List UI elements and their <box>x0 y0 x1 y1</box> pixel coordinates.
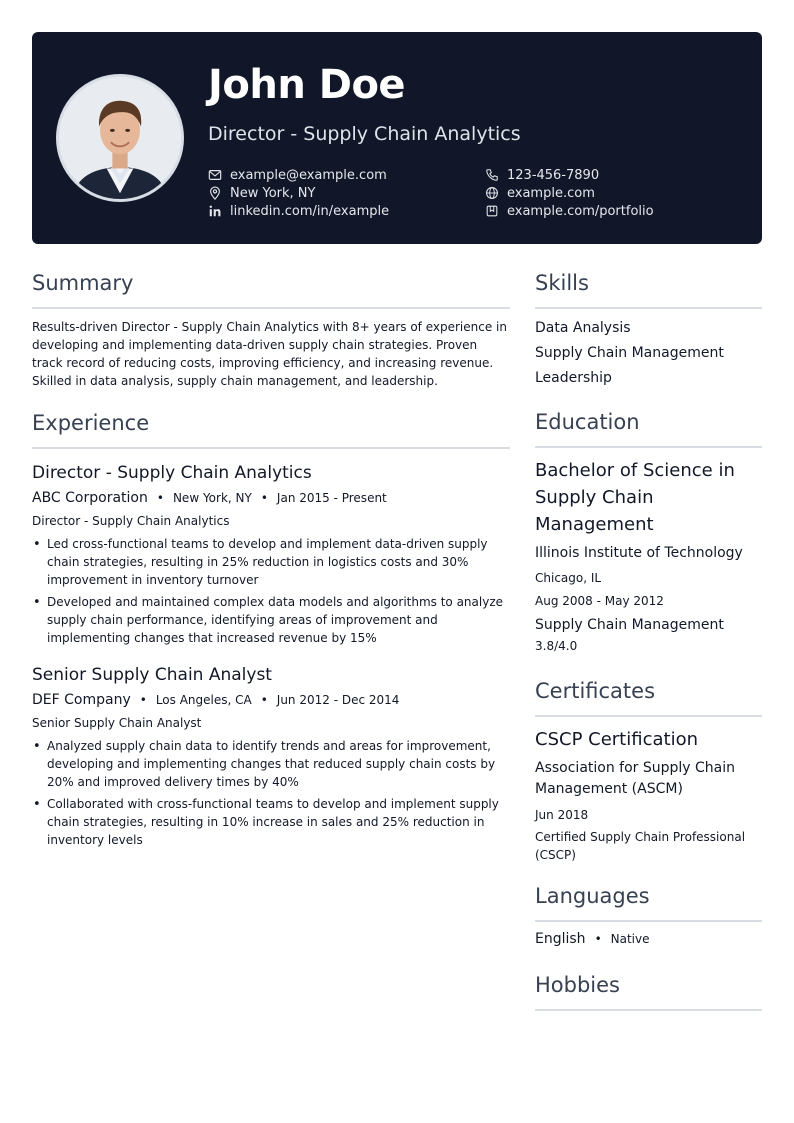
job-dates: Jan 2015 - Present <box>276 491 387 505</box>
separator-dot: • <box>156 491 164 505</box>
separator-dot: • <box>260 491 268 505</box>
languages-section <box>535 881 762 947</box>
languages-title: Languages <box>535 884 650 908</box>
contact-website-text: example.com <box>507 185 595 201</box>
contact-portfolio[interactable] <box>485 202 654 220</box>
section-divider <box>535 920 762 922</box>
section-divider <box>32 307 510 309</box>
contact-phone-text: 123-456-7890 <box>507 167 600 183</box>
map-pin-icon <box>208 186 222 200</box>
section-divider <box>535 446 762 448</box>
skill-item: Supply Chain Management <box>535 345 724 361</box>
education-degree: Bachelor of Science in Supply Chain Management <box>535 460 735 535</box>
summary-section <box>32 268 510 390</box>
contact-list <box>208 166 728 226</box>
education-entry <box>535 457 762 655</box>
profile-photo-image <box>59 77 181 199</box>
separator-dot: • <box>139 693 147 707</box>
skills-title: Skills <box>535 271 589 295</box>
contact-website[interactable] <box>485 184 595 202</box>
hobbies-title: Hobbies <box>535 973 620 997</box>
job-bullet: • Led cross-functional teams to develop and implement data-driven supply chain strategies, resulting in 25% reduction in logistics costs and 30% improvement in inventory turnover <box>32 535 510 589</box>
contact-location <box>208 184 315 202</box>
job-location: Los Angeles, CA <box>155 693 252 707</box>
education-gpa: 3.8/4.0 <box>535 639 578 653</box>
contact-portfolio-text: example.com/portfolio <box>507 203 654 219</box>
certificate-description: Certified Supply Chain Professional (CSCP) <box>535 830 746 862</box>
job-meta <box>32 488 510 508</box>
job-bullet: • Analyzed supply chain data to identify trends and areas for improvement, developing and implementing changes that reduced supply chain costs by 20% and improved delivery times by 40% <box>32 737 510 791</box>
contact-linkedin[interactable] <box>208 202 389 220</box>
job-bullets <box>32 535 510 647</box>
experience-entry <box>32 461 510 647</box>
skill-item: Leadership <box>535 370 612 386</box>
section-divider <box>535 1009 762 1011</box>
globe-icon <box>485 186 499 200</box>
education-location: Chicago, IL <box>535 571 602 585</box>
job-dates: Jun 2012 - Dec 2014 <box>276 693 400 707</box>
job-company: ABC Corporation <box>32 490 148 506</box>
language-level: Native <box>610 932 650 946</box>
contact-linkedin-text: linkedin.com/in/example <box>230 203 390 219</box>
job-meta <box>32 690 510 710</box>
contact-location-text: New York, NY <box>230 185 316 201</box>
main-column <box>32 268 510 849</box>
education-dates: Aug 2008 - May 2012 <box>535 594 664 608</box>
job-bullet: • Collaborated with cross-functional teams to develop and implement supply chain strategies, resulting in 10% increase in sales and 25% reduction in inventory levels <box>32 795 510 849</box>
education-title: Education <box>535 410 640 434</box>
hobbies-section <box>535 970 762 1011</box>
linkedin-icon <box>208 204 222 218</box>
education-institution: Illinois Institute of Technology <box>535 545 743 561</box>
education-section <box>535 407 762 655</box>
experience-section <box>32 408 510 849</box>
separator-dot: • <box>594 932 602 946</box>
experience-entry <box>32 663 510 849</box>
language-name: English <box>535 931 586 947</box>
section-divider <box>535 715 762 717</box>
language-item <box>535 931 762 947</box>
job-title: Senior Supply Chain Analyst <box>32 665 272 685</box>
job-role: Senior Supply Chain Analyst <box>32 716 202 730</box>
section-divider <box>32 447 510 449</box>
portfolio-icon <box>485 204 499 218</box>
job-title: Director - Supply Chain Analytics <box>32 463 312 483</box>
phone-icon <box>485 168 499 182</box>
summary-title: Summary <box>32 271 134 295</box>
skill-item: Data Analysis <box>535 320 631 336</box>
summary-text: Results-driven Director - Supply Chain Analytics with 8+ years of experience in developing and implementing data-driven supply chain strategies. Proven track record of reducing costs, improving efficiency, and increasing revenue. Skilled in data analysis, supply chain management, and leadership. <box>32 320 507 388</box>
certificate-entry <box>535 727 762 864</box>
sidebar-column <box>535 268 762 1011</box>
certificate-date: Jun 2018 <box>535 808 589 822</box>
candidate-headline: Director - Supply Chain Analytics <box>208 123 521 145</box>
certificate-issuer: Association for Supply Chain Management (ASCM) <box>535 760 736 797</box>
contact-email-text: example@example.com <box>230 167 387 183</box>
education-field: Supply Chain Management <box>535 617 724 633</box>
job-role: Director - Supply Chain Analytics <box>32 514 230 528</box>
job-bullets <box>32 737 510 849</box>
contact-phone[interactable] <box>485 166 599 184</box>
contact-email[interactable] <box>208 166 387 184</box>
profile-photo <box>56 74 184 202</box>
experience-title: Experience <box>32 411 150 435</box>
resume-header <box>32 32 762 244</box>
job-location: New York, NY <box>172 491 252 505</box>
certificates-section <box>535 676 762 864</box>
candidate-name: John Doe <box>208 62 406 108</box>
job-bullet: • Developed and maintained complex data models and algorithms to analyze supply chain performance, identifying areas of improvement and implementing changes that increased revenue by 15% <box>32 593 510 647</box>
skills-list <box>535 316 762 391</box>
separator-dot: • <box>260 693 268 707</box>
job-company: DEF Company <box>32 692 131 708</box>
mail-icon <box>208 168 222 182</box>
section-divider <box>535 307 762 309</box>
certificates-title: Certificates <box>535 679 656 703</box>
skills-section <box>535 268 762 391</box>
certificate-name: CSCP Certification <box>535 729 698 750</box>
